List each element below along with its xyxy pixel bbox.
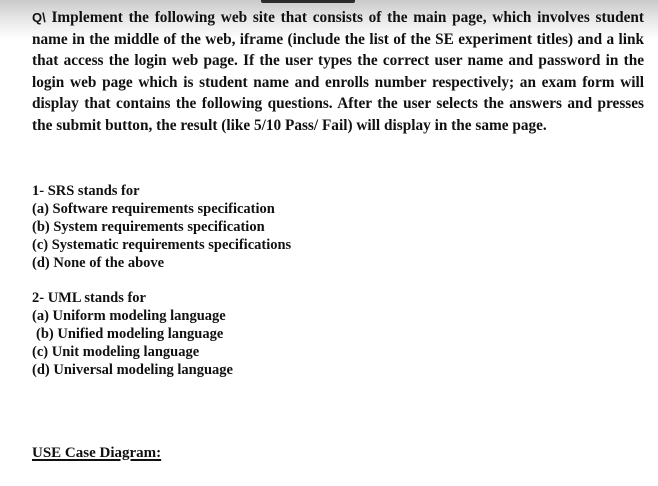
top-bar [261, 0, 355, 3]
question-1-title: 1- SRS stands for [32, 183, 140, 199]
question-1-option-b: (b) System requirements specification [32, 219, 265, 235]
question-1-option-c: (c) Systematic requirements specifications [32, 237, 292, 253]
section-heading-use-case: USE Case Diagram: [32, 445, 162, 461]
question-2-option-a: (a) Uniform modeling language [32, 308, 226, 324]
question-text: Implement the following web site that consists of the main page, which involves student name in the middle of the web, iframe (include the list of the SE experiment titles) and a link that access the login web page. If the user types the correct user name and password in the login web page which is student name and enrolls number respectively; an exam form will display that contains the following questions. After the user selects the answers and presses the submit button, the result (like 5/10 Pass/ Fail) will display in the same page. [32, 9, 644, 134]
question-2-title: 2- UML stands for [32, 290, 146, 306]
question-2-option-b: (b) Unified modeling language [36, 326, 224, 342]
question-2-option-d: (d) Universal modeling language [32, 362, 233, 378]
question-1-option-a: (a) Software requirements specification [32, 201, 275, 217]
question-1 [32, 182, 291, 272]
question-prefix: Q\ [32, 10, 46, 25]
question-1-option-d: (d) None of the above [32, 255, 165, 271]
question-2-option-c: (c) Unit modeling language [32, 344, 200, 360]
question-intro [32, 7, 644, 136]
question-2 [32, 289, 233, 379]
